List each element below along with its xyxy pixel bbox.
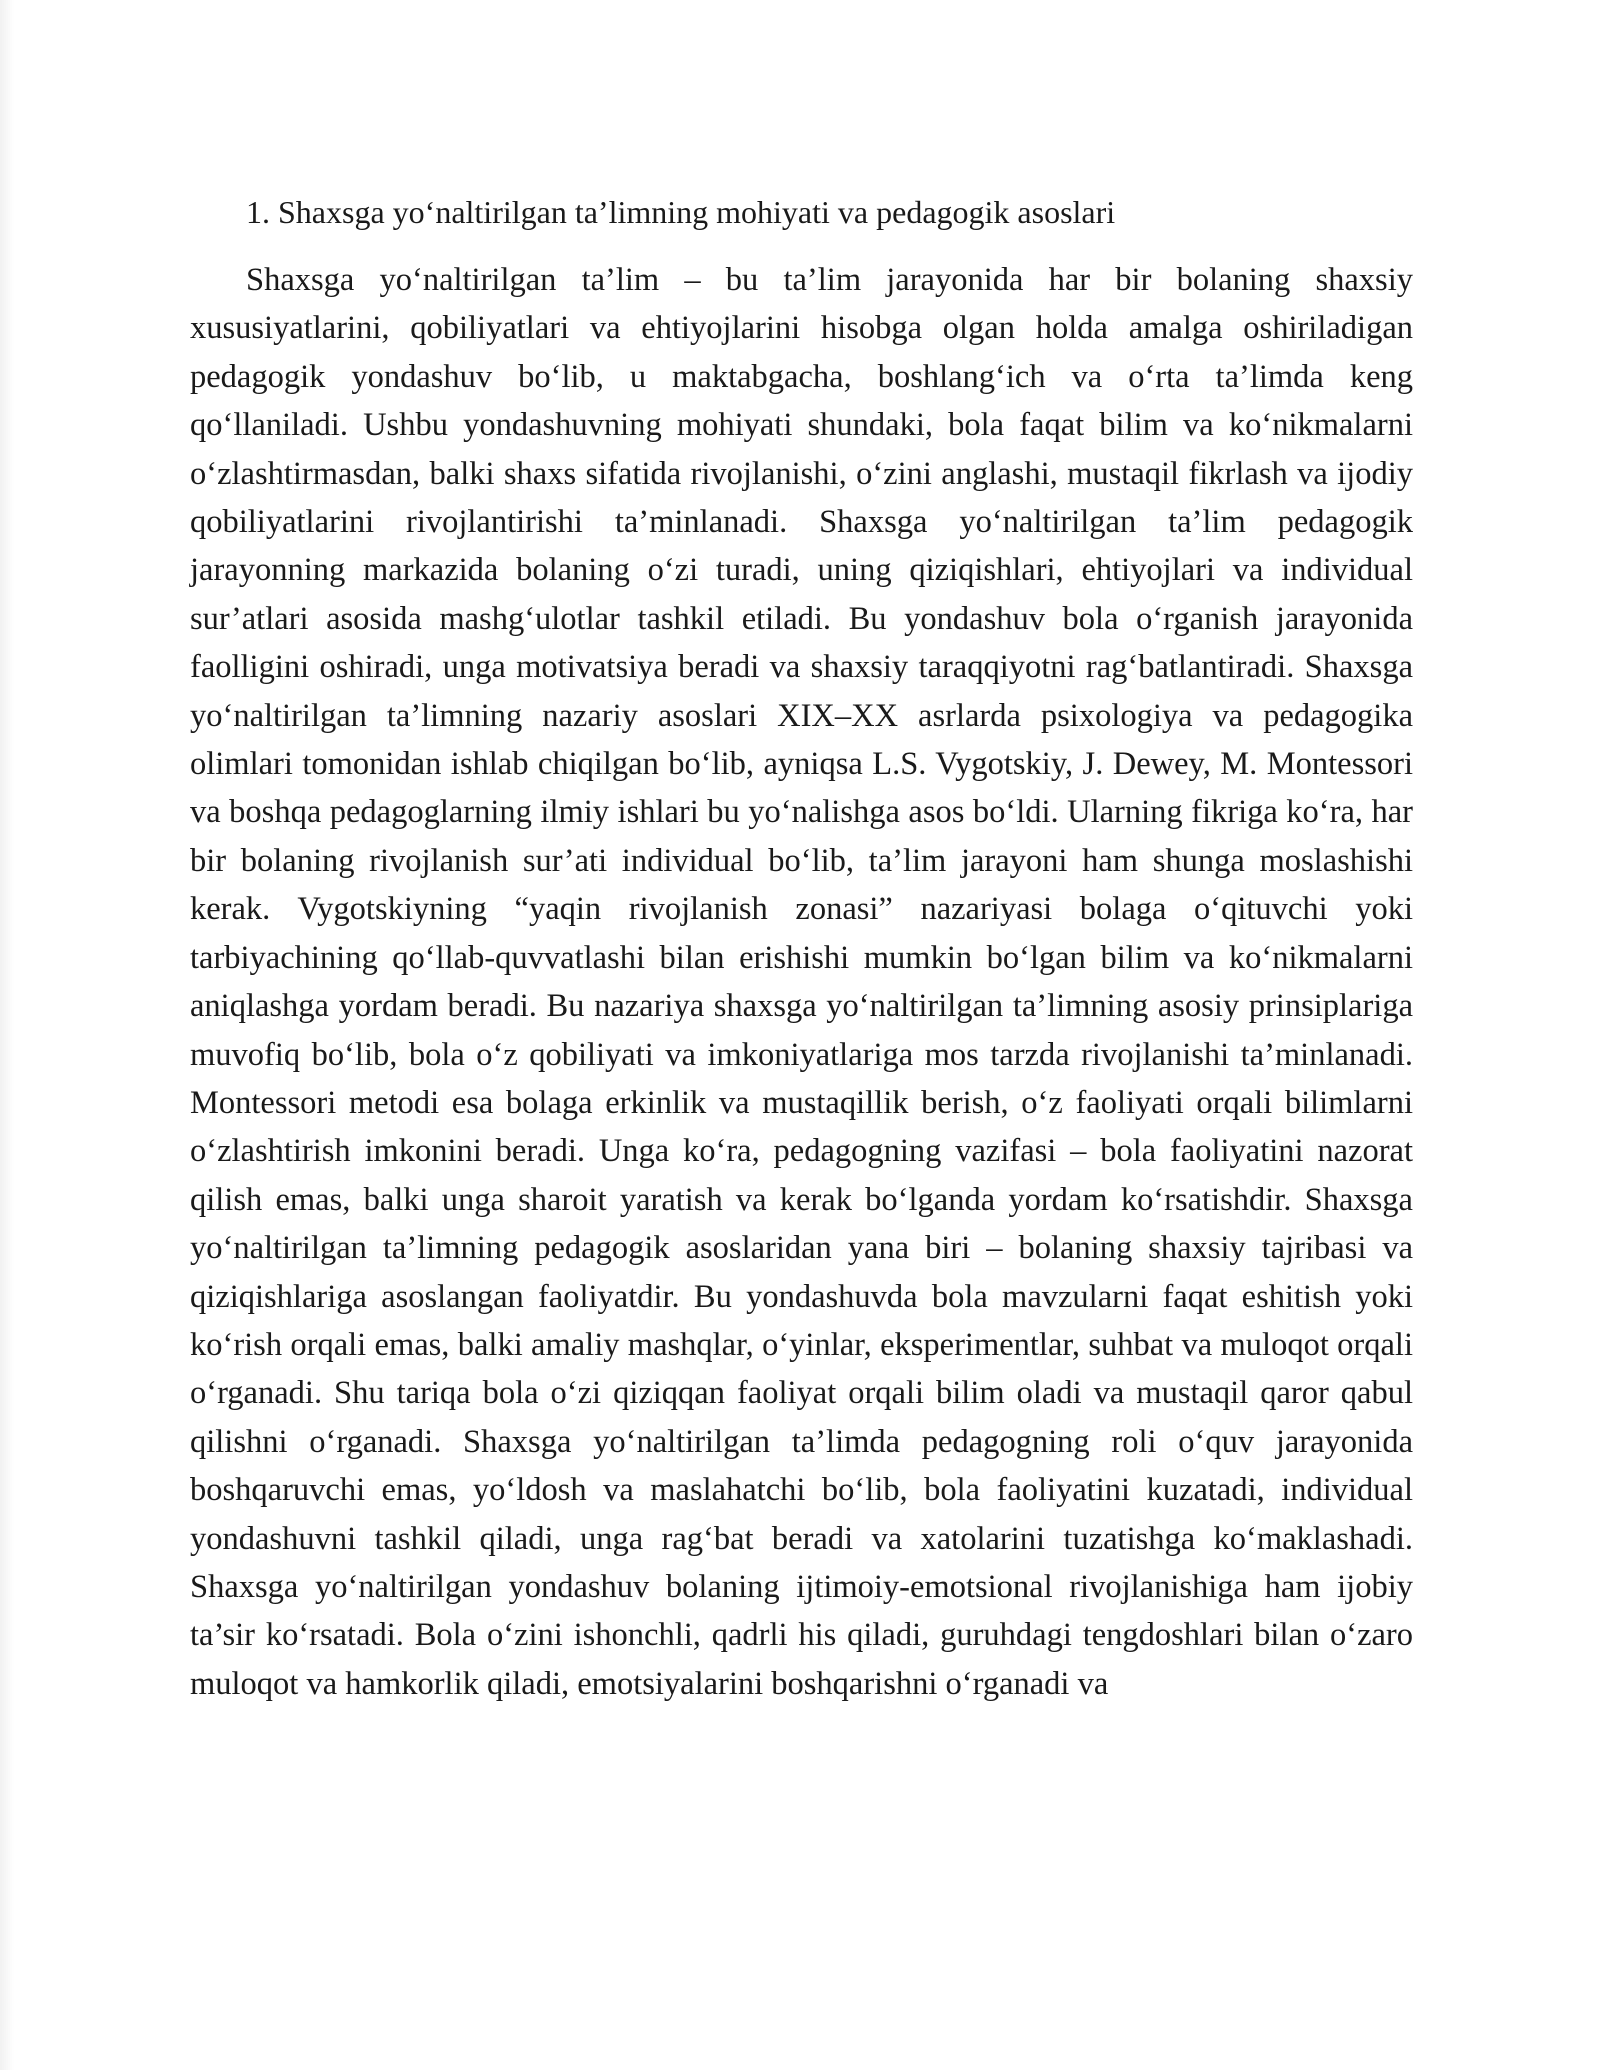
page-edge-shadow [0,0,14,2070]
section-heading: 1. Shaxsga yo‘naltirilgan ta’limning mohiyati va pedagogik asoslari [246,194,1116,230]
body-paragraph: Shaxsga yo‘naltirilgan ta’lim – bu ta’lim jarayonida har bir bolaning shaxsiy xususiyatlarini, qobiliyatlari va ehtiyojlarini hisobga olgan holda amalga oshiriladigan pedagogik yondashuv bo‘lib, u maktabgacha, boshlang‘ich va o‘rta ta’limda keng qo‘llaniladi. Ushbu yondashuvning mohiyati shundaki, bola faqat bilim va ko‘nikmalarni o‘zlashtirmasdan, balki shaxs sifatida rivojlanishi, o‘zini anglashi, mustaqil fikrlash va ijodiy qobiliyatlarini rivojlantirishi ta’minlanadi. Shaxsga yo‘naltirilgan ta’lim pedagogik jarayonning markazida bolaning o‘zi turadi, uning qiziqishlari, ehtiyojlari va individual sur’atlari asosida mashg‘ulotlar tashkil etiladi. Bu yondashuv bola o‘rganish jarayonida faolligini oshiradi, unga motivatsiya beradi va shaxsiy taraqqiyotni rag‘batlantiradi. Shaxsga yo‘naltirilgan ta’limning nazariy asoslari XIX–XX asrlarda psixologiya va pedagogika olimlari tomonidan ishlab chiqilgan bo‘lib, ayniqsa L.S. Vygotskiy, J. Dewey, M. Montessori va boshqa pedagoglarning ilmiy ishlari bu yo‘nalishga asos bo‘ldi. Ularning fikriga ko‘ra, har bir bolaning rivojlanish sur’ati individual bo‘lib, ta’lim jarayoni ham shunga moslashishi kerak. Vygotskiyning “yaqin rivojlanish zonasi” nazariyasi bolaga o‘qituvchi yoki tarbiyachining qo‘llab-quvvatlashi bilan erishishi mumkin bo‘lgan bilim va ko‘nikmalarni aniqlashga yordam beradi. Bu nazariya shaxsga yo‘naltirilgan ta’limning asosiy prinsiplariga muvofiq bo‘lib, bola o‘z qobiliyati va imkoniyatlariga mos tarzda rivojlanishi ta’minlanadi. Montessori metodi esa bolaga erkinlik va mustaqillik berish, o‘z faoliyati orqali bilimlarni o‘zlashtirish imkonini beradi. Unga ko‘ra, pedagogning vazifasi – bola faoliyatini nazorat qilish emas, balki unga sharoit yaratish va kerak bo‘lganda yordam ko‘rsatishdir. Shaxsga yo‘naltirilgan ta’limning pedagogik asoslaridan yana biri – bolaning shaxsiy tajribasi va qiziqishlariga asoslangan faoliyatdir. Bu yondashuvda bola mavzularni faqat eshitish yoki ko‘rish orqali emas, balki amaliy mashqlar, o‘yinlar, eksperimentlar, suhbat va muloqot orqali o‘rganadi. Shu tariqa bola o‘zi qiziqqan faoliyat orqali bilim oladi va mustaqil qaror qabul qilishni o‘rganadi. Shaxsga yo‘naltirilgan ta’limda pedagogning roli o‘quv jarayonida boshqaruvchi emas, yo‘ldosh va maslahatchi bo‘lib, bola faoliyatini kuzatadi, individual yondashuvni tashkil qiladi, unga rag‘bat beradi va xatolarini tuzatishga ko‘maklashadi. Shaxsga yo‘naltirilgan yondashuv bolaning ijtimoiy-emotsional rivojlanishiga ham ijobiy ta’sir ko‘rsatadi. Bola o‘zini ishonchli, qadrli his qiladi, guruhdagi tengdoshlari bilan o‘zaro muloqot va hamkorlik qiladi, emotsiyalarini boshqarishni o‘rganadi va [190,262,1413,1702]
document-content [190,188,1413,1708]
